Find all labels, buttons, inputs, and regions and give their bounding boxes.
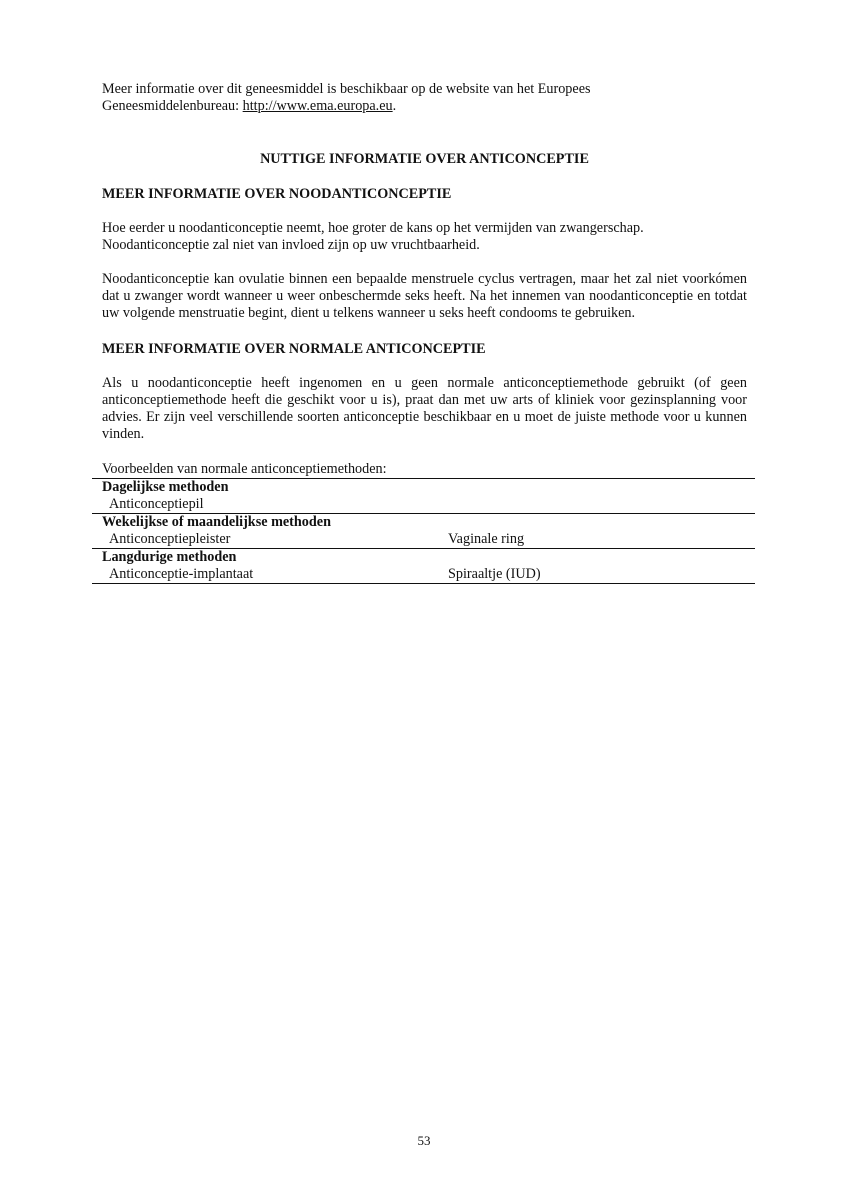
method-cell bbox=[431, 496, 755, 514]
method-cell: Anticonceptiepleister bbox=[109, 531, 231, 547]
intro-line-2-prefix: Geneesmiddelenbureau: bbox=[102, 98, 243, 114]
page-title: NUTTIGE INFORMATIE OVER ANTICONCEPTIE bbox=[260, 151, 589, 167]
table-group-row bbox=[92, 549, 755, 567]
table-row bbox=[92, 566, 755, 584]
emergency-paragraph-2: Noodanticonceptie kan ovulatie binnen een bepaalde menstruele cyclus vertragen, maar het zal niet voorkómen dat u zwanger wordt wanneer u weer onbeschermde seks heeft. Na het innemen van noodanticonceptie en totdat uw volgende menstruatie begint, dient u telkens wanneer u seks heeft condooms te gebruiken. bbox=[102, 271, 747, 321]
methods-table bbox=[92, 478, 755, 584]
group-label: Dagelijkse methoden bbox=[92, 479, 755, 497]
group-label: Wekelijkse of maandelijkse methoden bbox=[92, 514, 755, 532]
methods-table-wrapper bbox=[0, 478, 747, 588]
document-page bbox=[102, 81, 747, 588]
table-row bbox=[92, 531, 755, 549]
table-row bbox=[92, 496, 755, 514]
ema-website-link[interactable]: http://www.ema.europa.eu bbox=[242, 98, 393, 114]
page-number: 53 bbox=[417, 1133, 431, 1148]
section-heading-normal: MEER INFORMATIE OVER NORMALE ANTICONCEPTIE bbox=[102, 341, 486, 357]
methods-table-caption: Voorbeelden van normale anticonceptiemethoden: bbox=[102, 461, 387, 477]
method-cell: Anticonceptie-implantaat bbox=[92, 566, 431, 584]
section-heading-emergency: MEER INFORMATIE OVER NOODANTICONCEPTIE bbox=[102, 186, 452, 202]
method-cell: Anticonceptiepil bbox=[109, 496, 204, 512]
group-label: Langdurige methoden bbox=[92, 549, 755, 567]
intro-line-1: Meer informatie over dit geneesmiddel is beschikbaar op de website van het Europees bbox=[102, 81, 591, 97]
emergency-para1-line2: Noodanticonceptie zal niet van invloed zijn op uw vruchtbaarheid. bbox=[102, 237, 480, 253]
method-cell: Vaginale ring bbox=[448, 531, 525, 547]
table-group-row bbox=[92, 479, 755, 497]
normal-paragraph-1: Als u noodanticonceptie heeft ingenomen en u geen normale anticonceptiemethode gebruikt (of geen anticonceptiemethode heeft die geschikt voor u is), praat dan met uw arts of kliniek voor gezinsplanning voor advies. Er zijn veel verschillende soorten anticonceptie beschikbaar en u moet de juiste methode voor u kunnen vinden. bbox=[102, 375, 747, 442]
emergency-paragraph-1 bbox=[102, 220, 747, 254]
emergency-para1-line1: Hoe eerder u noodanticonceptie neemt, hoe groter de kans op het vermijden van zwangerschap. bbox=[102, 220, 644, 236]
intro-line-2-suffix: . bbox=[392, 98, 397, 114]
table-group-row bbox=[92, 514, 755, 532]
method-cell: Spiraaltje (IUD) bbox=[431, 566, 755, 584]
intro-paragraph bbox=[102, 81, 747, 115]
